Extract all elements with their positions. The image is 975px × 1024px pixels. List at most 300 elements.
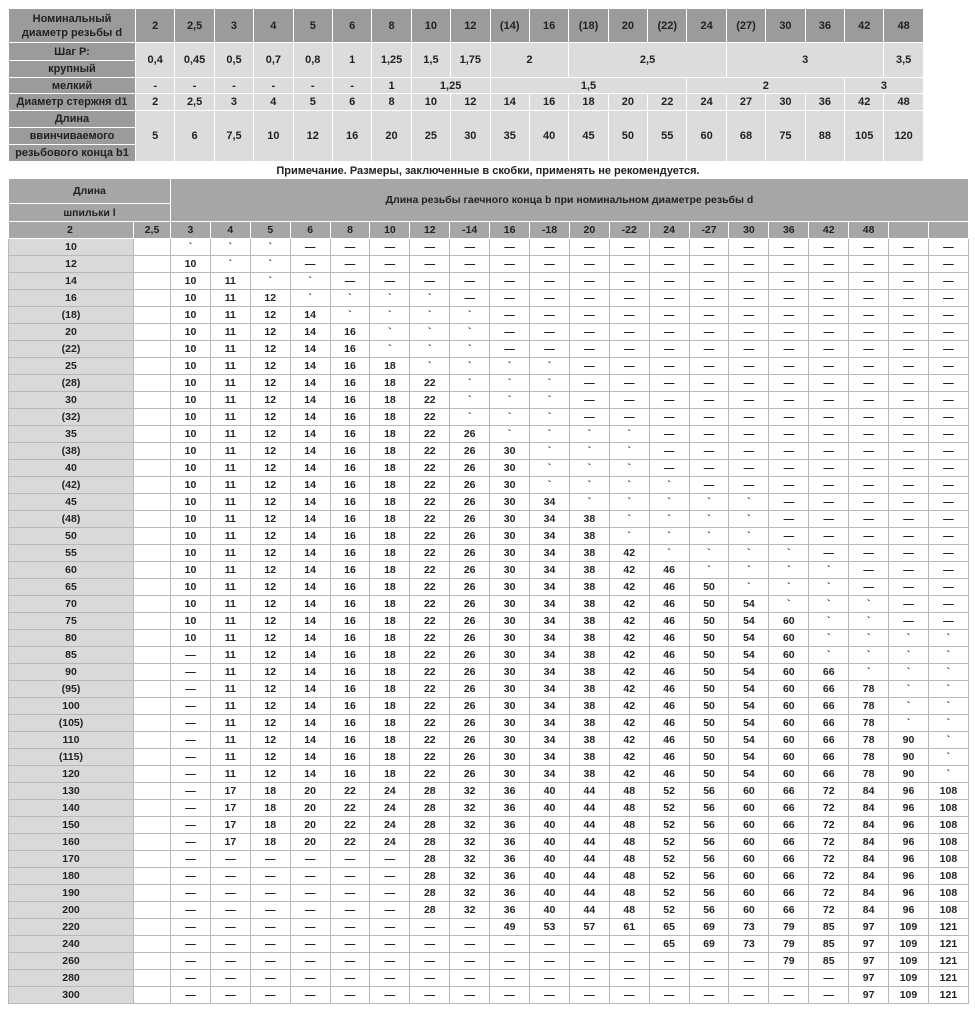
thread-length-cell: —: [569, 307, 609, 324]
thread-length-cell: 78: [849, 698, 889, 715]
thread-length-cell: —: [689, 409, 729, 426]
column-header: -14: [450, 222, 490, 239]
thread-length-cell: —: [290, 868, 330, 885]
empty-cell: [134, 562, 171, 579]
thread-length-cell: 12: [250, 749, 290, 766]
thread-length-cell: 42: [609, 732, 649, 749]
thread-length-cell: `: [450, 392, 490, 409]
thread-length-cell: 56: [689, 851, 729, 868]
thread-length-cell: 54: [729, 715, 769, 732]
thread-length-cell: 52: [649, 817, 689, 834]
thread-length-cell: —: [171, 902, 211, 919]
thread-length-cell: 54: [729, 664, 769, 681]
thread-length-cell: 34: [530, 749, 570, 766]
thread-length-cell: 12: [250, 596, 290, 613]
thread-length-cell: 36: [490, 817, 530, 834]
thread-length-cell: 72: [809, 783, 849, 800]
thread-length-cell: 22: [410, 375, 450, 392]
screw-end-length-cell: 55: [648, 111, 687, 162]
thread-length-cell: 72: [809, 902, 849, 919]
thread-length-cell: —: [889, 562, 929, 579]
thread-length-cell: —: [809, 494, 849, 511]
thread-length-cell: 12: [250, 715, 290, 732]
thread-length-cell: 50: [689, 715, 729, 732]
thread-length-cell: —: [729, 307, 769, 324]
thread-length-cell: `: [410, 307, 450, 324]
thread-length-cell: 14: [290, 341, 330, 358]
thread-length-cell: 54: [729, 647, 769, 664]
thread-length-cell: 53: [530, 919, 570, 936]
thread-length-cell: 108: [928, 868, 968, 885]
thread-length-cell: 66: [809, 681, 849, 698]
thread-length-cell: 24: [370, 783, 410, 800]
thread-length-cell: `: [729, 562, 769, 579]
coarse-pitch-cell: 2,5: [569, 43, 727, 78]
thread-length-cell: `: [928, 766, 968, 783]
diameter-cell: 36: [805, 9, 844, 43]
thread-length-cell: —: [809, 545, 849, 562]
thread-length-cell: 18: [370, 681, 410, 698]
thread-length-cell: 12: [250, 307, 290, 324]
thread-length-cell: 12: [250, 375, 290, 392]
empty-cell: [134, 902, 171, 919]
rod-diameter-cell: 5: [293, 94, 332, 111]
thread-length-cell: 36: [490, 902, 530, 919]
table-row: [9, 494, 969, 511]
stud-length-cell: 170: [9, 851, 134, 868]
thread-length-cell: 97: [849, 936, 889, 953]
thread-length-cell: 96: [889, 783, 929, 800]
thread-length-cell: `: [928, 698, 968, 715]
thread-length-cell: 22: [410, 545, 450, 562]
thread-length-cell: —: [689, 341, 729, 358]
screw-end-length-cell: 120: [884, 111, 923, 162]
thread-length-cell: 60: [769, 664, 809, 681]
thread-length-cell: 30: [490, 647, 530, 664]
thread-length-cell: 10: [171, 460, 211, 477]
thread-length-cell: —: [609, 392, 649, 409]
table-row: [9, 732, 969, 749]
thread-length-cell: 12: [250, 460, 290, 477]
thread-length-cell: 38: [569, 732, 609, 749]
empty-cell: [134, 936, 171, 953]
rod-diameter-cell: 4: [254, 94, 293, 111]
thread-length-cell: —: [729, 358, 769, 375]
thread-length-cell: 10: [171, 409, 211, 426]
thread-length-cell: `: [889, 664, 929, 681]
thread-length-cell: —: [689, 987, 729, 1004]
thread-length-cell: 14: [290, 562, 330, 579]
screw-end-length-cell: 6: [175, 111, 214, 162]
empty-cell: [134, 715, 171, 732]
fine-pitch-cell: 1,5: [490, 78, 687, 94]
thread-length-cell: 32: [450, 851, 490, 868]
rod-diameter-cell: 6: [332, 94, 371, 111]
rod-diameter-cell: 36: [805, 94, 844, 111]
thread-length-cell: 54: [729, 613, 769, 630]
thread-length-cell: —: [849, 460, 889, 477]
thread-length-cell: 10: [171, 341, 211, 358]
thread-length-cell: 11: [210, 324, 250, 341]
thread-length-cell: —: [330, 885, 370, 902]
thread-length-cell: 16: [330, 613, 370, 630]
thread-length-cell: 84: [849, 783, 889, 800]
thread-length-cell: 16: [330, 324, 370, 341]
thread-length-cell: 10: [171, 596, 211, 613]
thread-length-cell: 22: [410, 715, 450, 732]
thread-length-cell: 66: [769, 868, 809, 885]
thread-length-cell: —: [928, 273, 968, 290]
thread-length-cell: `: [370, 324, 410, 341]
empty-cell: [134, 596, 171, 613]
thread-length-cell: 108: [928, 885, 968, 902]
thread-length-cell: 36: [490, 868, 530, 885]
fine-pitch-cell: 3: [845, 78, 924, 94]
thread-length-cell: —: [649, 375, 689, 392]
stud-length-cell: 85: [9, 647, 134, 664]
screw-end-length-cell: 12: [293, 111, 332, 162]
thread-length-cell: —: [250, 936, 290, 953]
empty-cell: [134, 647, 171, 664]
rod-diameter-cell: 3: [214, 94, 253, 111]
empty-cell: [134, 732, 171, 749]
thread-length-cell: 78: [849, 681, 889, 698]
thread-length-cell: `: [490, 409, 530, 426]
thread-length-cell: —: [928, 528, 968, 545]
thread-length-cell: —: [849, 375, 889, 392]
diameter-cell: 48: [884, 9, 923, 43]
thread-length-cell: 60: [769, 749, 809, 766]
thread-length-cell: 14: [290, 528, 330, 545]
thread-length-cell: `: [889, 715, 929, 732]
thread-length-cell: 34: [530, 562, 570, 579]
thread-length-cell: —: [609, 936, 649, 953]
thread-length-cell: —: [769, 460, 809, 477]
thread-length-cell: 28: [410, 817, 450, 834]
thread-length-cell: `: [569, 477, 609, 494]
thread-length-cell: 109: [889, 987, 929, 1004]
empty-cell: [134, 766, 171, 783]
thread-length-cell: 16: [330, 664, 370, 681]
thread-length-cell: —: [889, 545, 929, 562]
thread-length-cell: —: [649, 953, 689, 970]
thread-length-cell: —: [569, 936, 609, 953]
thread-length-cell: 60: [769, 613, 809, 630]
thread-length-cell: —: [609, 358, 649, 375]
thread-length-cell: 10: [171, 443, 211, 460]
thread-length-cell: 66: [769, 834, 809, 851]
thread-length-cell: 28: [410, 834, 450, 851]
thread-length-cell: —: [809, 970, 849, 987]
thread-length-cell: —: [290, 953, 330, 970]
thread-length-cell: —: [290, 256, 330, 273]
thread-length-cell: 84: [849, 834, 889, 851]
thread-length-cell: 108: [928, 783, 968, 800]
thread-length-cell: `: [290, 290, 330, 307]
thread-length-cell: 34: [530, 579, 570, 596]
thread-length-cell: —: [330, 970, 370, 987]
thread-length-cell: —: [330, 868, 370, 885]
thread-length-cell: —: [849, 579, 889, 596]
thread-length-cell: —: [171, 868, 211, 885]
empty-cell: [134, 953, 171, 970]
thread-length-cell: 79: [769, 936, 809, 953]
thread-length-cell: 56: [689, 834, 729, 851]
thread-length-cell: 73: [729, 936, 769, 953]
thread-length-cell: `: [330, 307, 370, 324]
thread-length-cell: 11: [210, 698, 250, 715]
thread-length-cell: —: [729, 477, 769, 494]
thread-length-cell: —: [609, 409, 649, 426]
thread-length-cell: —: [210, 919, 250, 936]
thread-length-cell: 11: [210, 681, 250, 698]
thread-length-cell: 40: [530, 834, 570, 851]
column-header: 24: [649, 222, 689, 239]
thread-length-cell: —: [928, 392, 968, 409]
thread-length-cell: `: [649, 545, 689, 562]
thread-length-cell: —: [609, 341, 649, 358]
thread-length-cell: —: [729, 239, 769, 256]
coarse-pitch-cell: 0,8: [293, 43, 332, 78]
thread-length-cell: 10: [171, 290, 211, 307]
thread-length-cell: —: [889, 256, 929, 273]
label-stud-length-2: шпильки l: [9, 204, 171, 222]
thread-length-cell: —: [889, 596, 929, 613]
thread-length-cell: 26: [450, 613, 490, 630]
thread-length-cell: 73: [729, 919, 769, 936]
thread-length-cell: 46: [649, 562, 689, 579]
stud-length-cell: 100: [9, 698, 134, 715]
thread-length-cell: 40: [530, 885, 570, 902]
thread-length-cell: 16: [330, 698, 370, 715]
table-row: [9, 596, 969, 613]
thread-length-cell: —: [928, 426, 968, 443]
thread-length-cell: 12: [250, 290, 290, 307]
table-row: [9, 783, 969, 800]
thread-length-cell: 30: [490, 681, 530, 698]
thread-length-cell: `: [928, 647, 968, 664]
thread-length-cell: —: [849, 545, 889, 562]
empty-cell: [134, 443, 171, 460]
thread-length-cell: —: [250, 885, 290, 902]
thread-length-cell: —: [171, 817, 211, 834]
thread-length-cell: 66: [809, 749, 849, 766]
thread-length-cell: 18: [250, 817, 290, 834]
thread-length-cell: 44: [569, 868, 609, 885]
thread-length-cell: —: [849, 256, 889, 273]
table-row: [9, 851, 969, 868]
stud-length-cell: 140: [9, 800, 134, 817]
thread-length-cell: `: [609, 443, 649, 460]
stud-length-cell: 30: [9, 392, 134, 409]
thread-length-cell: 18: [370, 749, 410, 766]
column-header: -22: [609, 222, 649, 239]
thread-length-cell: 16: [330, 460, 370, 477]
thread-length-cell: 14: [290, 630, 330, 647]
thread-length-cell: 72: [809, 800, 849, 817]
thread-length-cell: 10: [171, 307, 211, 324]
thread-length-cell: 108: [928, 902, 968, 919]
thread-length-cell: —: [370, 256, 410, 273]
fine-pitch-cell: 1,25: [411, 78, 490, 94]
thread-length-cell: —: [171, 783, 211, 800]
thread-length-cell: —: [809, 256, 849, 273]
thread-length-cell: 32: [450, 868, 490, 885]
thread-length-cell: —: [729, 273, 769, 290]
thread-length-cell: 28: [410, 902, 450, 919]
thread-length-cell: 56: [689, 885, 729, 902]
thread-length-cell: —: [889, 358, 929, 375]
thread-length-cell: 121: [928, 936, 968, 953]
thread-length-cell: —: [569, 324, 609, 341]
table-row: [9, 460, 969, 477]
thread-length-cell: —: [370, 919, 410, 936]
thread-length-cell: 17: [210, 783, 250, 800]
thread-length-cell: 10: [171, 562, 211, 579]
thread-length-cell: 30: [490, 630, 530, 647]
coarse-pitch-cell: 1,75: [451, 43, 490, 78]
thread-length-cell: 42: [609, 613, 649, 630]
thread-length-cell: 16: [330, 579, 370, 596]
column-header: 36: [769, 222, 809, 239]
thread-length-cell: —: [649, 290, 689, 307]
diameter-cell: 4: [254, 9, 293, 43]
thread-length-cell: 66: [769, 783, 809, 800]
thread-length-cell: `: [809, 562, 849, 579]
thread-length-cell: —: [809, 443, 849, 460]
thread-length-cell: 50: [689, 647, 729, 664]
thread-length-cell: 18: [370, 562, 410, 579]
thread-length-cell: 22: [410, 494, 450, 511]
stud-length-cell: 150: [9, 817, 134, 834]
thread-length-cell: 12: [250, 426, 290, 443]
thread-length-cell: 69: [689, 919, 729, 936]
diameter-cell: (27): [726, 9, 765, 43]
diameter-cell: 6: [332, 9, 371, 43]
thread-length-cell: —: [171, 698, 211, 715]
thread-length-cell: `: [250, 256, 290, 273]
thread-length-cell: —: [649, 307, 689, 324]
thread-length-cell: —: [889, 273, 929, 290]
thread-length-cell: 97: [849, 987, 889, 1004]
thread-length-cell: 22: [410, 528, 450, 545]
thread-length-cell: —: [689, 358, 729, 375]
thread-length-cell: `: [450, 358, 490, 375]
thread-length-cell: 16: [330, 766, 370, 783]
thread-length-cell: 56: [689, 868, 729, 885]
column-header: -18: [530, 222, 570, 239]
thread-length-cell: —: [250, 851, 290, 868]
table-row: [9, 273, 969, 290]
thread-length-cell: 10: [171, 426, 211, 443]
thread-length-cell: —: [171, 919, 211, 936]
thread-length-cell: 54: [729, 630, 769, 647]
rod-diameter-cell: 16: [529, 94, 568, 111]
thread-length-cell: —: [729, 970, 769, 987]
thread-length-cell: —: [171, 664, 211, 681]
thread-length-cell: —: [450, 953, 490, 970]
stud-length-cell: (95): [9, 681, 134, 698]
thread-length-cell: 84: [849, 851, 889, 868]
thread-length-cell: `: [609, 528, 649, 545]
thread-length-cell: 11: [210, 630, 250, 647]
thread-length-cell: 22: [410, 443, 450, 460]
thread-length-cell: 66: [769, 885, 809, 902]
thread-length-cell: 11: [210, 511, 250, 528]
thread-length-cell: —: [689, 290, 729, 307]
thread-length-cell: —: [410, 256, 450, 273]
screw-end-length-cell: 25: [411, 111, 450, 162]
thread-length-cell: 14: [290, 443, 330, 460]
stud-length-cell: 10: [9, 239, 134, 256]
thread-length-cell: 16: [330, 392, 370, 409]
thread-length-cell: `: [889, 647, 929, 664]
stud-length-cell: 25: [9, 358, 134, 375]
thread-length-cell: 34: [530, 732, 570, 749]
thread-length-cell: 34: [530, 511, 570, 528]
thread-length-cell: —: [370, 273, 410, 290]
thread-length-cell: 18: [250, 834, 290, 851]
stud-length-cell: 120: [9, 766, 134, 783]
thread-length-cell: —: [849, 341, 889, 358]
thread-length-cell: `: [530, 375, 570, 392]
thread-length-cell: 97: [849, 970, 889, 987]
diameter-cell: 3: [214, 9, 253, 43]
thread-length-cell: `: [530, 477, 570, 494]
table-row: [9, 749, 969, 766]
table-row: [9, 511, 969, 528]
thread-length-cell: 11: [210, 307, 250, 324]
table-title: Длина резьбы гаечного конца b при номинальном диаметре резьбы d: [171, 179, 969, 222]
thread-length-cell: `: [889, 698, 929, 715]
thread-length-cell: —: [928, 324, 968, 341]
coarse-pitch-cell: 0,7: [254, 43, 293, 78]
thread-length-cell: —: [889, 375, 929, 392]
thread-length-cell: 50: [689, 766, 729, 783]
empty-cell: [134, 358, 171, 375]
thread-length-cell: 16: [330, 647, 370, 664]
thread-length-cell: —: [928, 494, 968, 511]
thread-length-cell: 46: [649, 630, 689, 647]
thread-length-cell: —: [809, 358, 849, 375]
thread-length-cell: 14: [290, 766, 330, 783]
thread-length-cell: —: [649, 273, 689, 290]
thread-length-cell: 54: [729, 596, 769, 613]
thread-length-cell: —: [889, 460, 929, 477]
thread-length-cell: 36: [490, 834, 530, 851]
rod-diameter-cell: 30: [766, 94, 805, 111]
table-row: [9, 902, 969, 919]
thread-length-cell: —: [330, 919, 370, 936]
thread-length-cell: —: [809, 307, 849, 324]
thread-length-cell: 66: [809, 766, 849, 783]
thread-length-cell: —: [849, 409, 889, 426]
thread-length-cell: —: [569, 341, 609, 358]
thread-length-cell: —: [490, 239, 530, 256]
thread-length-cell: 96: [889, 800, 929, 817]
thread-length-cell: 18: [370, 358, 410, 375]
empty-cell: [134, 987, 171, 1004]
thread-length-cell: —: [490, 953, 530, 970]
thread-length-cell: 84: [849, 800, 889, 817]
empty-cell: [134, 664, 171, 681]
thread-length-cell: 16: [330, 749, 370, 766]
empty-cell: [134, 307, 171, 324]
thread-length-cell: 50: [689, 681, 729, 698]
thread-length-cell: —: [928, 443, 968, 460]
thread-length-cell: —: [928, 307, 968, 324]
thread-length-cell: —: [649, 426, 689, 443]
